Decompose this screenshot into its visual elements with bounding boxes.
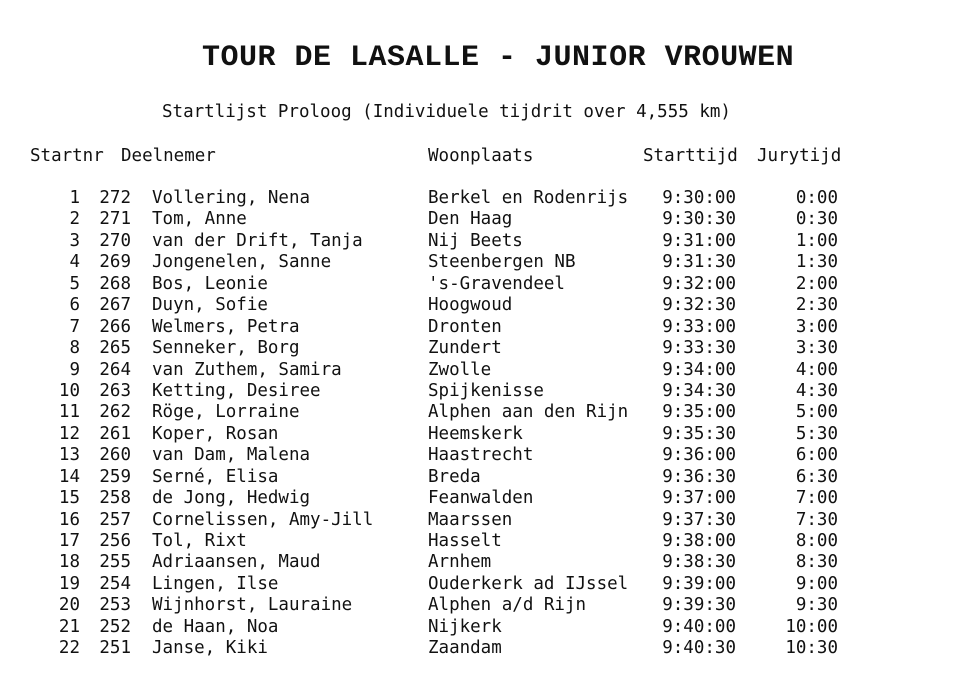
table-row — [0, 360, 975, 381]
rider-city: Hasselt — [428, 531, 502, 551]
rider-city: Zwolle — [428, 359, 492, 380]
start-position: 19 — [58, 573, 80, 594]
rider-city: Dronten — [428, 316, 502, 337]
rider-number: 260 — [99, 445, 131, 466]
jury-time: 5:30 — [795, 423, 838, 444]
jury-time: 8:30 — [795, 552, 838, 573]
start-position: 4 — [69, 252, 80, 273]
jury-time: 7:30 — [795, 509, 838, 530]
header-starttijd: Starttijd — [643, 146, 738, 166]
rider-number: 268 — [99, 273, 131, 294]
start-time: 9:32:30 — [662, 295, 736, 316]
start-time: 9:33:00 — [662, 316, 736, 337]
table-row — [0, 317, 975, 338]
jury-time: 4:30 — [795, 380, 838, 401]
start-position: 16 — [58, 509, 80, 530]
rider-number: 261 — [99, 423, 131, 444]
rider-number: 263 — [99, 380, 131, 401]
rider-name: Duyn, Sofie — [152, 295, 268, 316]
rider-number: 265 — [99, 338, 131, 359]
rider-name: van Dam, Malena — [152, 445, 311, 466]
jury-time: 1:30 — [795, 252, 838, 273]
rider-number: 269 — [99, 252, 131, 273]
header-woonplaats: Woonplaats — [428, 146, 534, 166]
jury-time: 4:00 — [795, 359, 838, 380]
start-time: 9:31:00 — [662, 230, 736, 251]
start-position: 18 — [58, 552, 80, 573]
table-row — [0, 209, 975, 230]
rider-number: 259 — [99, 466, 131, 487]
start-position: 15 — [58, 488, 80, 509]
start-position: 10 — [58, 380, 80, 401]
rider-city: Spijkenisse — [428, 380, 544, 401]
table-row — [0, 638, 975, 659]
rider-name: Jongenelen, Sanne — [152, 252, 332, 273]
start-position: 20 — [58, 595, 80, 616]
start-position: 7 — [69, 316, 80, 337]
rider-number: 262 — [99, 402, 131, 423]
rider-name: de Jong, Hedwig — [152, 488, 311, 509]
table-row — [0, 552, 975, 573]
jury-time: 5:00 — [795, 402, 838, 423]
jury-time: 8:00 — [795, 531, 838, 551]
header-deelnemer: Deelnemer — [121, 146, 216, 166]
page-subtitle: Startlijst Proloog (Individuele tijdrit over 4,555 km) — [162, 102, 731, 122]
start-time: 9:40:00 — [662, 616, 736, 637]
jury-time: 6:30 — [795, 466, 838, 487]
jury-time: 9:00 — [795, 573, 838, 594]
table-row — [0, 531, 975, 552]
rider-number: 256 — [99, 531, 131, 551]
jury-time: 2:30 — [795, 295, 838, 316]
start-position: 11 — [58, 402, 80, 423]
rider-number: 266 — [99, 316, 131, 337]
header-startnr: Startnr — [30, 146, 104, 166]
jury-time: 0:00 — [795, 188, 838, 208]
header-jurytijd: Jurytijd — [757, 146, 842, 166]
rider-number: 267 — [99, 295, 131, 316]
rider-number: 251 — [99, 638, 131, 659]
start-list — [0, 188, 975, 660]
rider-number: 253 — [99, 595, 131, 616]
rider-name: Koper, Rosan — [152, 423, 279, 444]
rider-city: Alphen a/d Rijn — [428, 595, 587, 616]
table-row — [0, 188, 975, 209]
jury-time: 10:00 — [785, 616, 838, 637]
rider-name: Wijnhorst, Lauraine — [152, 595, 353, 616]
start-position: 8 — [69, 338, 80, 359]
rider-name: Tol, Rixt — [152, 531, 247, 551]
rider-name: Welmers, Petra — [152, 316, 300, 337]
start-time: 9:30:30 — [662, 209, 736, 230]
start-position: 9 — [69, 359, 80, 380]
table-row — [0, 381, 975, 402]
rider-city: Nij Beets — [428, 230, 523, 251]
rider-number: 257 — [99, 509, 131, 530]
start-position: 3 — [69, 230, 80, 251]
rider-city: Breda — [428, 466, 481, 487]
start-time: 9:38:00 — [662, 531, 736, 551]
rider-name: Janse, Kiki — [152, 638, 268, 659]
rider-name: Senneker, Borg — [152, 338, 300, 359]
start-position: 17 — [58, 531, 80, 551]
jury-time: 0:30 — [795, 209, 838, 230]
rider-city: 's-Gravendeel — [428, 273, 565, 294]
start-time: 9:37:00 — [662, 488, 736, 509]
rider-name: van Zuthem, Samira — [152, 359, 342, 380]
jury-time: 10:30 — [785, 638, 838, 659]
rider-city: Zundert — [428, 338, 502, 359]
start-position: 14 — [58, 466, 80, 487]
table-row — [0, 231, 975, 252]
rider-number: 271 — [99, 209, 131, 230]
table-row — [0, 595, 975, 616]
start-time: 9:39:30 — [662, 595, 736, 616]
rider-city: Alphen aan den Rijn — [428, 402, 629, 423]
start-time: 9:40:30 — [662, 638, 736, 659]
table-row — [0, 488, 975, 509]
jury-time: 2:00 — [795, 273, 838, 294]
start-position: 21 — [58, 616, 80, 637]
start-time: 9:32:00 — [662, 273, 736, 294]
rider-name: Lingen, Ilse — [152, 573, 279, 594]
start-time: 9:34:30 — [662, 380, 736, 401]
start-time: 9:33:30 — [662, 338, 736, 359]
rider-city: Maarssen — [428, 509, 513, 530]
rider-name: Serné, Elisa — [152, 466, 279, 487]
table-row — [0, 274, 975, 295]
rider-name: Vollering, Nena — [152, 188, 311, 208]
jury-time: 3:00 — [795, 316, 838, 337]
table-row — [0, 467, 975, 488]
rider-city: Feanwalden — [428, 488, 534, 509]
jury-time: 7:00 — [795, 488, 838, 509]
rider-number: 252 — [99, 616, 131, 637]
rider-number: 255 — [99, 552, 131, 573]
rider-name: de Haan, Noa — [152, 616, 279, 637]
table-row — [0, 338, 975, 359]
jury-time: 3:30 — [795, 338, 838, 359]
table-row — [0, 445, 975, 466]
rider-number: 270 — [99, 230, 131, 251]
rider-name: Adriaansen, Maud — [152, 552, 321, 573]
rider-city: Haastrecht — [428, 445, 534, 466]
table-row — [0, 617, 975, 638]
rider-city: Ouderkerk ad IJssel — [428, 573, 629, 594]
table-row — [0, 424, 975, 445]
rider-city: Nijkerk — [428, 616, 502, 637]
start-position: 1 — [69, 188, 80, 208]
table-row — [0, 402, 975, 423]
start-position: 22 — [58, 638, 80, 659]
rider-name: Bos, Leonie — [152, 273, 268, 294]
start-position: 5 — [69, 273, 80, 294]
table-row — [0, 510, 975, 531]
table-row — [0, 252, 975, 273]
rider-city: Heemskerk — [428, 423, 523, 444]
start-time: 9:36:00 — [662, 445, 736, 466]
start-time: 9:38:30 — [662, 552, 736, 573]
start-time: 9:35:00 — [662, 402, 736, 423]
start-time: 9:31:30 — [662, 252, 736, 273]
start-time: 9:37:30 — [662, 509, 736, 530]
jury-time: 1:00 — [795, 230, 838, 251]
rider-city: Hoogwoud — [428, 295, 513, 316]
rider-name: Ketting, Desiree — [152, 380, 321, 401]
start-time: 9:36:30 — [662, 466, 736, 487]
table-row — [0, 295, 975, 316]
rider-name: Tom, Anne — [152, 209, 247, 230]
rider-city: Berkel en Rodenrijs — [428, 188, 629, 208]
start-position: 6 — [69, 295, 80, 316]
rider-city: Steenbergen NB — [428, 252, 576, 273]
rider-name: Cornelissen, Amy-Jill — [152, 509, 374, 530]
table-row — [0, 574, 975, 595]
jury-time: 6:00 — [795, 445, 838, 466]
rider-number: 264 — [99, 359, 131, 380]
start-time: 9:35:30 — [662, 423, 736, 444]
rider-number: 272 — [99, 188, 131, 208]
rider-city: Arnhem — [428, 552, 492, 573]
rider-number: 254 — [99, 573, 131, 594]
start-position: 12 — [58, 423, 80, 444]
rider-name: Röge, Lorraine — [152, 402, 300, 423]
start-time: 9:39:00 — [662, 573, 736, 594]
rider-name: van der Drift, Tanja — [152, 230, 363, 251]
page-title: TOUR DE LASALLE - JUNIOR VROUWEN — [202, 41, 795, 75]
rider-city: Zaandam — [428, 638, 502, 659]
start-time: 9:30:00 — [662, 188, 736, 208]
start-position: 2 — [69, 209, 80, 230]
start-position: 13 — [58, 445, 80, 466]
jury-time: 9:30 — [795, 595, 838, 616]
start-time: 9:34:00 — [662, 359, 736, 380]
rider-number: 258 — [99, 488, 131, 509]
rider-city: Den Haag — [428, 209, 513, 230]
